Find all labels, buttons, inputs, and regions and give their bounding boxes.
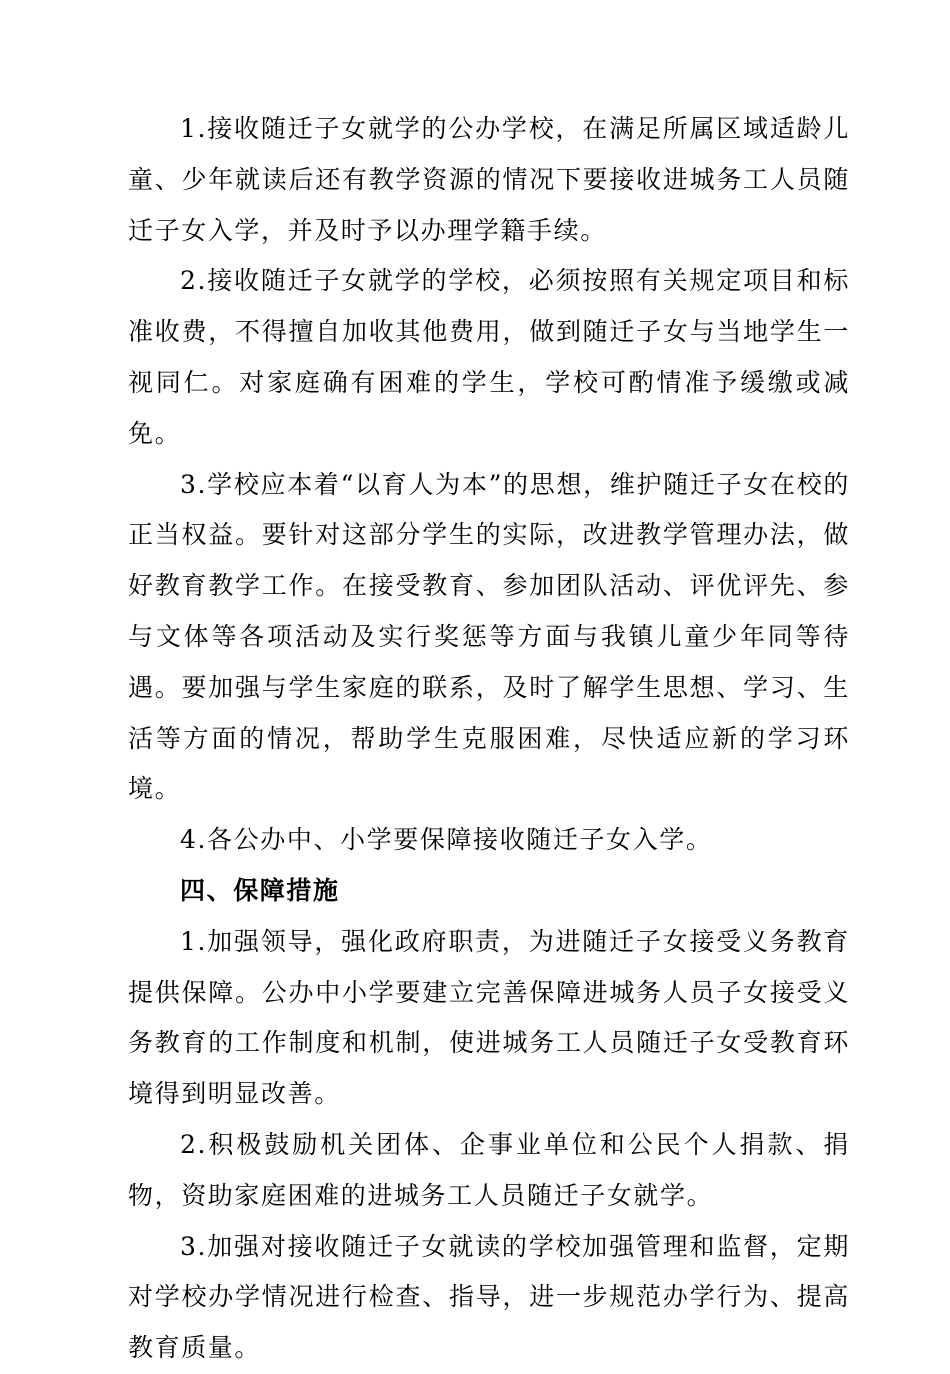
paragraph-3-2: 2.接收随迁子女就学的学校，必须按照有关规定项目和标准收费，不得擅自加收其他费用，做到随迁子女与当地学生一视同仁。对家庭确有困难的学生，学校可酌情准予缓缴或减免。 (128, 266, 850, 448)
paragraph-3-4: 4.各公办中、小学要保障接收随迁子女入学。 (180, 825, 713, 855)
paragraph-4-2: 2.积极鼓励机关团体、企事业单位和公民个人捐款、捐物，资助家庭困难的进城务工人员随迁子女就学。 (128, 1129, 850, 1210)
document-page (128, 104, 850, 1374)
section-heading-4: 四、保障措施 (180, 875, 340, 905)
paragraph-3-1: 1.接收随迁子女就学的公办学校，在满足所属区域适龄儿童、少年就读后还有教学资源的情况下要接收进城务工人员随迁子女入学，并及时予以办理学籍手续。 (128, 114, 850, 245)
paragraph-4-3: 3.加强对接收随迁子女就读的学校加强管理和监督，定期对学校办学情况进行检查、指导，进一步规范办学行为、提高教育质量。 (128, 1231, 850, 1363)
paragraph-3-3: 3.学校应本着“以育人为本”的思想，维护随迁子女在校的正当权益。要针对这部分学生的实际，改进教学管理办法，做好教育教学工作。在接受教育、参加团队活动、评优评先、参与文体等各项活动及实行奖惩等方面与我镇儿童少年同等待遇。要加强与学生家庭的联系，及时了解学生思想、学习、生活等方面的情况，帮助学生克服困难，尽快适应新的学习环境。 (128, 469, 850, 804)
paragraph-4-1: 1.加强领导，强化政府职责，为进随迁子女接受义务教育提供保障。公办中小学要建立完善保障进城务人员子女接受义务教育的工作制度和机制，使进城务工人员随迁子女受教育环境得到明显改善。 (128, 926, 850, 1109)
